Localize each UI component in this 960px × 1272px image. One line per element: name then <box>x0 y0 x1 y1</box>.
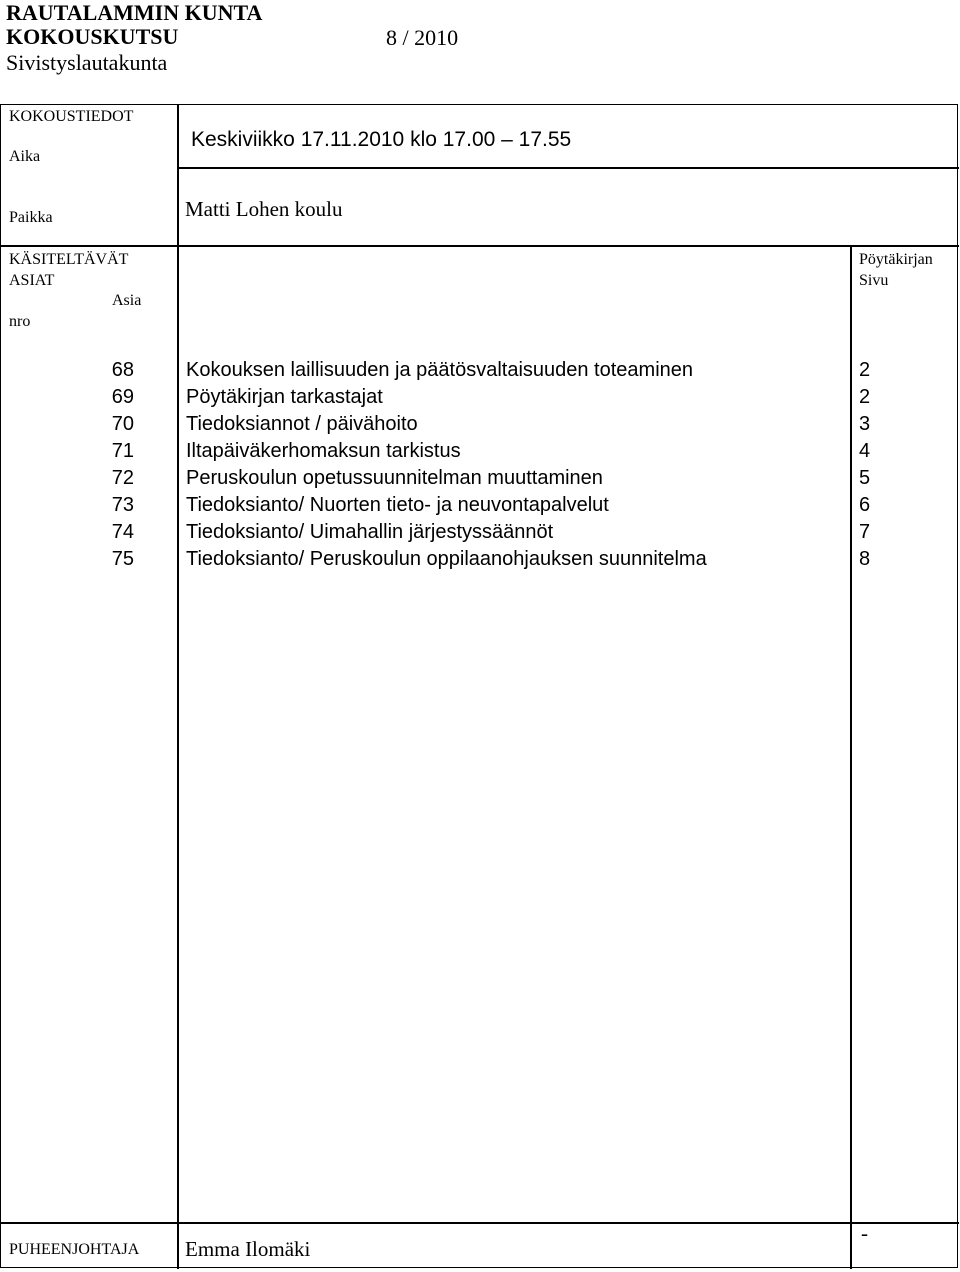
item-title: Tiedoksiannot / päivähoito <box>186 413 418 435</box>
item-title: Kokouksen laillisuuden ja päätösvaltaisuuden toteaminen <box>186 359 694 381</box>
footer-page: - <box>861 1221 868 1245</box>
item-title: Tiedoksianto/ Uimahallin järjestyssäännöt <box>186 521 554 543</box>
board-name: Sivistyslautakunta <box>6 50 168 75</box>
chair-label: PUHEENJOHTAJA <box>9 1241 140 1258</box>
item-page: 7 <box>859 521 871 543</box>
municipality-name: RAUTALAMMIN KUNTA <box>6 0 263 25</box>
item-title: Peruskoulun opetussuunnitelman muuttaminen <box>186 467 603 489</box>
agenda-item <box>1 357 959 384</box>
asia-label: Asia <box>112 292 142 309</box>
item-title: Tiedoksianto/ Peruskoulun oppilaanohjauksen suunnitelma <box>186 548 707 570</box>
items-title-line1: KÄSITELTÄVÄT <box>9 251 129 268</box>
items-title-line2: ASIAT <box>9 272 55 289</box>
agenda-item <box>1 438 959 465</box>
item-page: 2 <box>859 359 871 381</box>
item-number: 73 <box>111 494 134 516</box>
page-label-line2: Sivu <box>859 272 889 289</box>
nro-label: nro <box>9 313 31 330</box>
column-divider-left <box>177 105 179 1269</box>
page-label-line1: Pöytäkirjan <box>859 251 933 268</box>
item-page: 4 <box>859 440 871 462</box>
agenda-item <box>1 465 959 492</box>
item-title: Pöytäkirjan tarkastajat <box>186 386 383 408</box>
agenda-item <box>1 546 959 573</box>
item-number: 72 <box>111 467 134 489</box>
item-title: Tiedoksianto/ Nuorten tieto- ja neuvontapalvelut <box>186 494 609 516</box>
document-number: 8 / 2010 <box>386 25 459 50</box>
item-page: 8 <box>859 548 871 570</box>
time-label: Aika <box>9 148 41 165</box>
item-page: 5 <box>859 467 871 489</box>
item-number: 69 <box>111 386 134 408</box>
chair-name: Emma Ilomäki <box>185 1237 311 1261</box>
meeting-section-label: KOKOUSTIEDOT <box>9 108 134 125</box>
row-divider-meeting <box>1 245 959 247</box>
document-title: KOKOUSKUTSU <box>6 24 179 49</box>
item-number: 74 <box>111 521 134 543</box>
row-divider-time <box>177 167 959 169</box>
item-page: 6 <box>859 494 871 516</box>
time-value: Keskiviikko 17.11.2010 klo 17.00 – 17.55 <box>191 128 572 151</box>
item-page: 2 <box>859 386 871 408</box>
place-value: Matti Lohen koulu <box>185 197 343 221</box>
agenda-item <box>1 519 959 546</box>
agenda-item <box>1 384 959 411</box>
item-number: 71 <box>111 440 134 462</box>
row-divider-footer <box>1 1222 959 1224</box>
agenda-item <box>1 411 959 438</box>
place-label: Paikka <box>9 209 53 226</box>
agenda-table <box>0 104 958 1268</box>
item-page: 3 <box>859 413 871 435</box>
agenda-item <box>1 492 959 519</box>
item-title: Iltapäiväkerhomaksun tarkistus <box>186 440 461 462</box>
item-number: 75 <box>111 548 134 570</box>
item-number: 68 <box>111 359 134 381</box>
item-number: 70 <box>111 413 134 435</box>
